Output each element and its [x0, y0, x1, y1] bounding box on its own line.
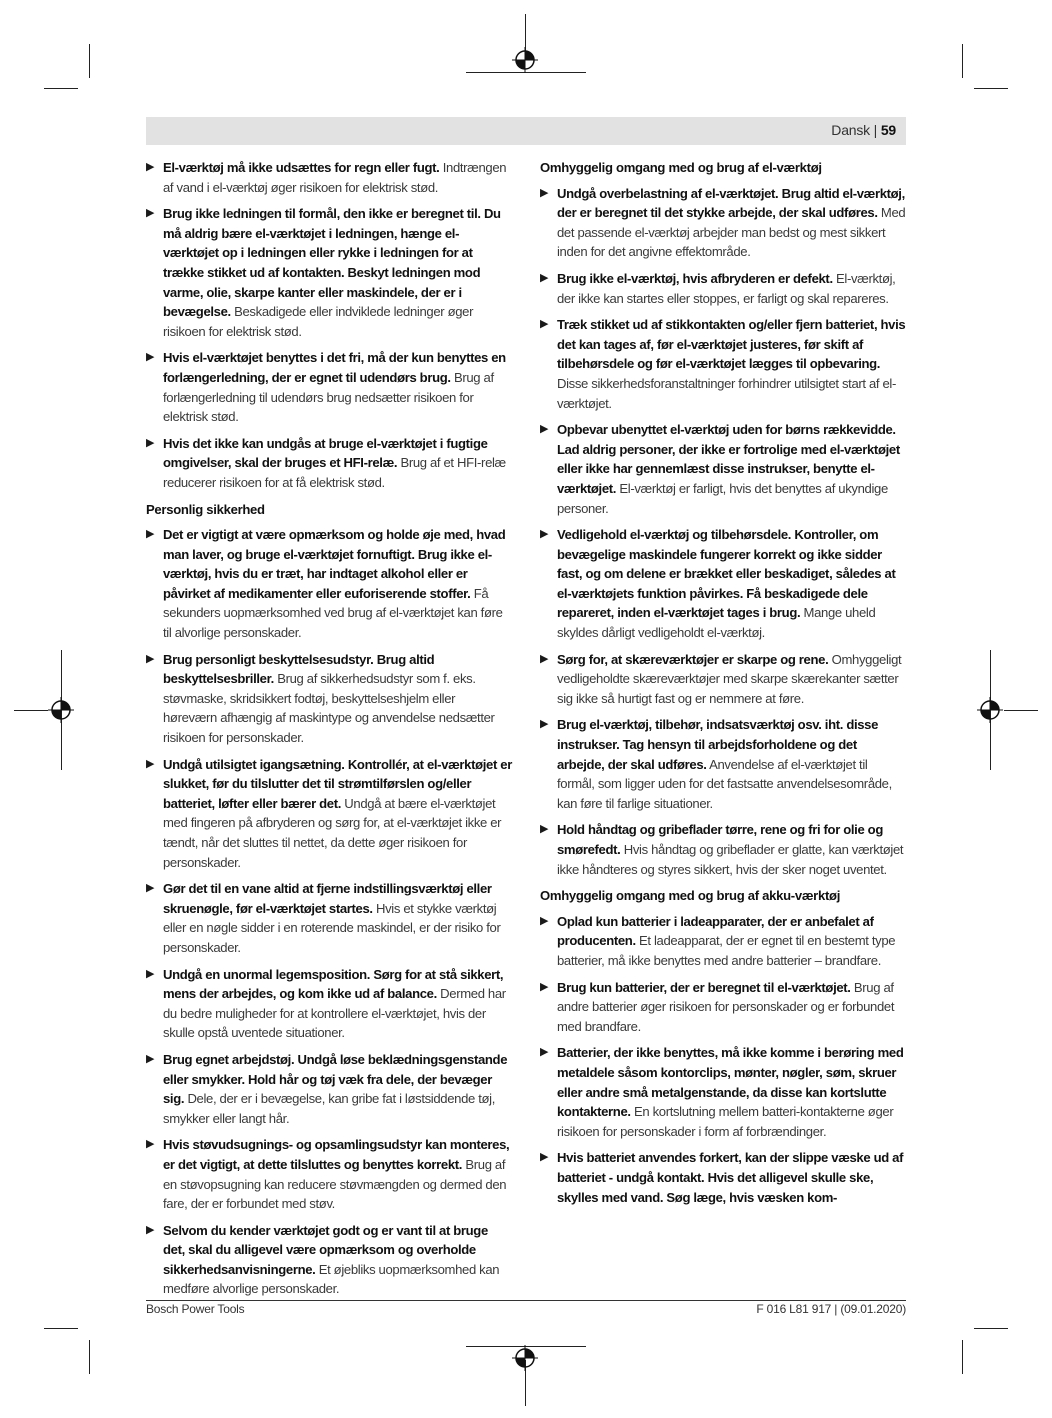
safety-item-instruction: Hvis det ikke kan undgås at bruge el-værktøjet i fugtige omgivelser, skal der bruges et HFI-relæ.	[163, 435, 488, 471]
header-separator: |	[869, 122, 881, 138]
safety-item-instruction: Brug ikke el-værktøj, hvis afbryderen er defekt.	[557, 270, 833, 286]
safety-item	[146, 525, 512, 643]
safety-item	[146, 965, 512, 1043]
safety-item-explanation: Anvendelse af el-værktøjet til formål, som ligger uden for det fastsatte anvendelsesområde, kan føre til farlige situationer.	[557, 756, 892, 811]
bullet-arrow-icon: ▶	[540, 652, 549, 665]
bullet-arrow-icon: ▶	[146, 528, 155, 541]
safety-item-instruction: Hvis batteriet anvendes forkert, kan der slippe væske ud af batteriet - undgå kontakt. Hvis det alligevel skulle ske, skylles med vand. Søg læge, hvis væsken kom-	[557, 1150, 904, 1205]
bullet-arrow-icon: ▶	[540, 318, 549, 331]
bullet-arrow-icon: ▶	[540, 186, 549, 199]
safety-item-instruction: Hvis el-værktøjet benyttes i det fri, må der kun benyttes en forlængerledning, der er egnet til udendørs brug.	[163, 350, 506, 385]
safety-item	[146, 1050, 512, 1128]
page-header	[146, 117, 906, 145]
safety-item-instruction: Sørg for, at skæreværktøjer er skarpe og rene.	[557, 651, 829, 667]
bullet-arrow-icon: ▶	[540, 1046, 549, 1059]
footer-document-id: F 016 L81 917 | (09.01.2020)	[756, 1302, 906, 1316]
safety-item	[540, 715, 906, 813]
safety-item-explanation: Brug af sikkerhedsudstyr som f. eks. støvmaske, skridsikkert fodtøj, beskyttelseshjelm eller høreværn afhængig af maskintype og anvendelse nedsætter risikoen for personskader.	[163, 671, 495, 746]
safety-item-instruction: Brug ikke ledningen til formål, den ikke er beregnet til. Du må aldrig bære el-værktøjet i ledningen, hænge el-værktøjet op i ledningen eller rykke i ledningen for at trække stikket ud af kontakten. Beskyt ledningen mod varme, olie, skarpe kanter eller maskindele, der er i bevægelse.	[163, 206, 501, 320]
safety-item-explanation: Brug af forlængerledning til udendørs brug nedsætter risikoen for elektrisk stød.	[163, 369, 494, 425]
safety-item-explanation: Dermed har du bedre muligheder for at kontrollere el-værktøjet, hvis der skulle opstå uventede situationer.	[163, 986, 506, 1041]
safety-item-instruction: Oplad kun batterier i ladeapparater, der er anbefalet af producenten.	[557, 913, 874, 949]
registration-mark-icon	[977, 697, 1003, 723]
bullet-arrow-icon: ▶	[540, 823, 549, 836]
safety-item	[540, 912, 906, 971]
right-items-battery-tool	[540, 912, 906, 1207]
bullet-arrow-icon: ▶	[540, 1151, 549, 1164]
safety-item-instruction: El-værktøj må ikke udsættes for regn eller fugt.	[163, 160, 440, 175]
safety-item	[146, 1135, 512, 1213]
registration-line	[14, 710, 48, 711]
bullet-arrow-icon: ▶	[146, 1138, 155, 1151]
safety-item-instruction: Brug el-værktøj, tilbehør, indsatsværktøj osv. iht. disse instrukser. Tag hensyn til arbejdsforholdene og det arbejde, der skal udføres.	[557, 717, 879, 772]
safety-item-instruction: Undgå en unormal legemsposition. Sørg for at stå sikkert, mens der arbejdes, og kom ikke ud af balance.	[163, 966, 504, 1002]
footer-divider	[146, 1300, 906, 1301]
safety-item	[540, 315, 906, 413]
footer-brand: Bosch Power Tools	[146, 1302, 245, 1316]
safety-item-explanation: Hvis håndtag og gribeflader er glatte, kan værktøjet ikke håndteres og styres sikkert, hvis der sker noget uventet.	[557, 842, 904, 877]
safety-item-explanation: El-værktøj er farligt, hvis det benyttes af ukyndige personer.	[557, 480, 888, 516]
safety-item-instruction: Undgå overbelastning af el-værktøjet. Brug altid el-værktøj, der er beregnet til det stykke arbejde, der skal udføres.	[557, 185, 905, 221]
safety-item	[540, 820, 906, 879]
safety-item-instruction: Selvom du kender værktøjet godt og er vant til at bruge det, skal du alligevel være opmærksom og overholde sikkerhedsanvisningerne.	[163, 1222, 488, 1277]
bullet-arrow-icon: ▶	[146, 1052, 155, 1065]
safety-item-explanation: Beskadigede eller indviklede ledninger øger risikoen for elektrisk stød.	[163, 304, 474, 339]
crop-mark	[974, 88, 1008, 89]
bullet-arrow-icon: ▶	[146, 436, 155, 449]
safety-item-explanation: Brug af andre batterier øger risikoen for personskader og er forbundet med brandfare.	[557, 979, 895, 1034]
right-column	[540, 158, 906, 1214]
safety-item	[540, 184, 906, 262]
bullet-arrow-icon: ▶	[540, 718, 549, 731]
safety-item	[146, 879, 512, 957]
safety-item-explanation: Brug af en støvopsugning kan reducere støvmængden og dermed den fare, der er forbundet med støv.	[163, 1156, 507, 1212]
bullet-arrow-icon: ▶	[146, 1223, 155, 1236]
bullet-arrow-icon: ▶	[540, 528, 549, 541]
crop-mark	[44, 88, 78, 89]
right-items-power-tool	[540, 184, 906, 880]
safety-item-explanation: Et øjebliks uopmærksomhed kan medføre alvorlige personskader.	[163, 1261, 500, 1297]
safety-item	[540, 420, 906, 518]
bullet-arrow-icon: ▶	[540, 980, 549, 993]
bullet-arrow-icon: ▶	[540, 914, 549, 927]
crop-mark	[962, 44, 963, 78]
safety-item-explanation: Dele, der er i bevægelse, kan gribe fat i løstsiddende tøj, smykker eller langt hår.	[163, 1091, 496, 1126]
safety-item-explanation: Indtrængen af vand i el-værktøj øger risikoen for elektrisk stød.	[163, 160, 507, 195]
safety-item-instruction: Vedligehold el-værktøj og tilbehørsdele. Kontroller, om bevægelige maskindele fungerer korrekt og ikke sidder fast, og om delene er brækket eller beskadiget, således at el-værktøjets funktion påvirkes. Få beskadigede dele repareret, inden el-værktøjet tages i brug.	[557, 527, 896, 621]
section-heading-battery-tool-use: Omhyggelig omgang med og brug af akku-værktøj	[540, 888, 841, 904]
crop-mark	[89, 44, 90, 78]
bullet-arrow-icon: ▶	[146, 757, 155, 770]
crop-mark	[89, 1340, 90, 1374]
bullet-arrow-icon: ▶	[146, 882, 155, 895]
bullet-arrow-icon: ▶	[146, 351, 155, 364]
section-heading-personal-safety: Personlig sikkerhed	[146, 501, 265, 517]
safety-item	[146, 650, 512, 748]
safety-item-explanation: Et ladeapparat, der er egnet til en bestemt type batterier, må ikke benyttes med andre batterier – brandfare.	[557, 933, 896, 968]
safety-item-explanation: Mange uheld skyldes dårligt vedligeholdt el-værktøj.	[557, 605, 876, 641]
safety-item	[146, 158, 512, 197]
bullet-arrow-icon: ▶	[540, 423, 549, 436]
safety-item	[146, 204, 512, 341]
left-column	[146, 158, 512, 1306]
header-language: Dansk	[831, 122, 870, 138]
safety-item	[146, 1221, 512, 1299]
safety-item	[540, 1148, 906, 1207]
safety-item	[146, 434, 512, 493]
safety-item	[540, 1043, 906, 1141]
crop-mark	[962, 1340, 963, 1374]
left-items-top	[146, 158, 512, 493]
safety-item-instruction: Brug egnet arbejdstøj. Undgå løse beklædningsgenstande eller smykker. Hold hår og tøj væk fra dele, der bevæger sig.	[163, 1051, 508, 1107]
safety-item-explanation: Disse sikkerhedsforanstaltninger forhindrer utilsigtet start af el-værktøjet.	[557, 375, 896, 411]
bullet-arrow-icon: ▶	[540, 271, 549, 284]
safety-item-instruction: Gør det til en vane altid at fjerne indstillingsværktøj eller skruenøgle, før el-værktøjet startes.	[163, 881, 492, 916]
safety-item	[146, 348, 512, 426]
bullet-arrow-icon: ▶	[146, 207, 155, 220]
safety-item-explanation: El-værktøj, der ikke kan startes eller stoppes, er farligt og skal repareres.	[557, 270, 896, 306]
bullet-arrow-icon: ▶	[146, 967, 155, 980]
registration-line	[1004, 710, 1038, 711]
safety-item	[540, 525, 906, 643]
crop-mark	[44, 1328, 78, 1329]
header-text	[831, 122, 896, 138]
registration-mark-icon	[512, 1345, 538, 1371]
safety-item-instruction: Batterier, der ikke benyttes, må ikke komme i berøring med metaldele såsom kontorclips, mønter, nøgler, søm, skruer eller andre små metalgenstande, da disse kan kortslutte kontakterne.	[557, 1045, 904, 1120]
safety-item-explanation: Få sekunders uopmærksomhed ved brug af el-værktøjet kan føre til alvorlige personskader.	[163, 585, 503, 641]
bullet-arrow-icon: ▶	[146, 652, 155, 665]
safety-item-explanation: Hvis et stykke værktøj eller en nøgle sidder i en roterende maskindel, er der risiko for personskader.	[163, 900, 501, 955]
safety-item	[540, 650, 906, 709]
safety-item-instruction: Hold håndtag og gribeflader tørre, rene og fri for olie og smørefedt.	[557, 822, 883, 857]
crop-mark	[974, 1328, 1008, 1329]
left-items-bottom	[146, 525, 512, 1299]
safety-item-instruction: Opbevar ubenyttet el-værktøj uden for børns rækkevidde. Lad aldrig personer, der ikke er fortrolige med el-værktøjet eller ikke har gennemlæst disse instrukser, benytte el-værktøjet.	[557, 422, 900, 496]
safety-item-instruction: Hvis støvudsugnings- og opsamlingsudstyr kan monteres, er det vigtigt, at dette tilsluttes og benyttes korrekt.	[163, 1137, 510, 1172]
safety-item-explanation: Omhyggeligt vedligeholdte skæreværktøjer med skarpe skærekanter sætter sig ikke så hurtigt fast og er nemmere at føre.	[557, 651, 902, 706]
registration-mark-icon	[48, 697, 74, 723]
page-number: 59	[880, 122, 896, 138]
safety-item-explanation: Med det passende el-værktøj arbejder man bedst og mest sikkert inden for det angivne effektområde.	[557, 205, 906, 260]
registration-mark-icon	[512, 47, 538, 73]
section-heading-power-tool-use: Omhyggelig omgang med og brug af el-værktøj	[540, 160, 822, 175]
safety-item	[540, 269, 906, 308]
safety-item-instruction: Brug personligt beskyttelsesudstyr. Brug altid beskyttelsesbriller.	[163, 651, 435, 687]
safety-item-explanation: En kortslutning mellem batteri-kontakterne øger risikoen for personskader i form af forbrændinger.	[557, 1104, 894, 1139]
safety-item-explanation: Undgå at bære el-værktøjet med fingeren på afbryderen og sørg for, at el-værktøjet ikke er tændt, når det sluttes til nettet, da dette øger risikoen for personskader.	[163, 795, 502, 870]
safety-item-instruction: Træk stikket ud af stikkontakten og/eller fjern batteriet, hvis det kan tages af, før el-værktøjet justeres, før skift af tilbehørsdele og før el-værktøjet lægges til opbevaring.	[557, 317, 906, 372]
safety-item-instruction: Det er vigtigt at være opmærksom og holde øje med, hvad man laver, og bruge el-værktøjet fornuftigt. Brug ikke el-værktøj, hvis du er træt, har indtaget alkohol eller er påvirket af medikamenter eller euforiserende stoffer.	[163, 527, 506, 601]
safety-item-explanation: Brug af et HFI-relæ reducerer risikoen for at få elektrisk stød.	[163, 455, 506, 490]
safety-item-instruction: Brug kun batterier, der er beregnet til el-værktøjet.	[557, 979, 851, 995]
safety-item	[540, 978, 906, 1037]
safety-item	[146, 755, 512, 873]
bullet-arrow-icon: ▶	[146, 161, 155, 173]
safety-item-instruction: Undgå utilsigtet igangsætning. Kontrollér, at el-værktøjet er slukket, før du tilslutter det til strømtilførslen og/eller batteriet, løfter eller bærer det.	[163, 756, 512, 811]
